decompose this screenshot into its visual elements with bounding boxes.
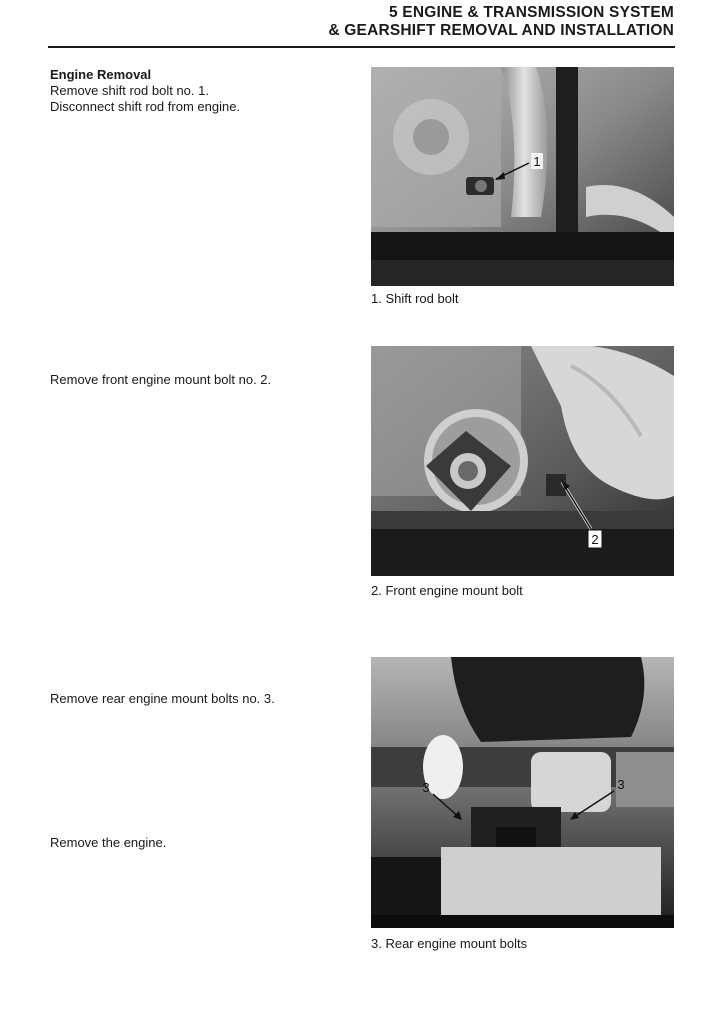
step-text: Remove rear engine mount bolts no. 3. — [50, 691, 275, 706]
callout-label: 3 — [617, 777, 625, 792]
procedure-heading: Engine Removal — [50, 67, 152, 82]
step-text: Disconnect shift rod from engine. — [50, 99, 241, 114]
step-text: Remove the engine. — [50, 835, 167, 850]
step-text: Remove front engine mount bolt no. 2. — [50, 372, 272, 387]
front-mount-photo — [371, 346, 674, 576]
callout-label: 2 — [591, 532, 599, 547]
step-text: Remove shift rod bolt no. 1. — [50, 83, 209, 98]
shift-rod-photo — [371, 67, 674, 286]
header-rule — [48, 46, 675, 48]
figure-caption: 1. Shift rod bolt — [371, 291, 459, 306]
figure-caption: 3. Rear engine mount bolts — [371, 936, 528, 951]
section-title: & GEARSHIFT REMOVAL AND INSTALLATION — [328, 22, 674, 39]
figure-caption: 2. Front engine mount bolt — [371, 583, 523, 598]
callout-label: 3 — [422, 780, 430, 795]
callout-label: 1 — [533, 154, 541, 169]
rear-mount-photo — [371, 657, 674, 928]
chapter-title: 5 ENGINE & TRANSMISSION SYSTEM — [388, 4, 674, 21]
